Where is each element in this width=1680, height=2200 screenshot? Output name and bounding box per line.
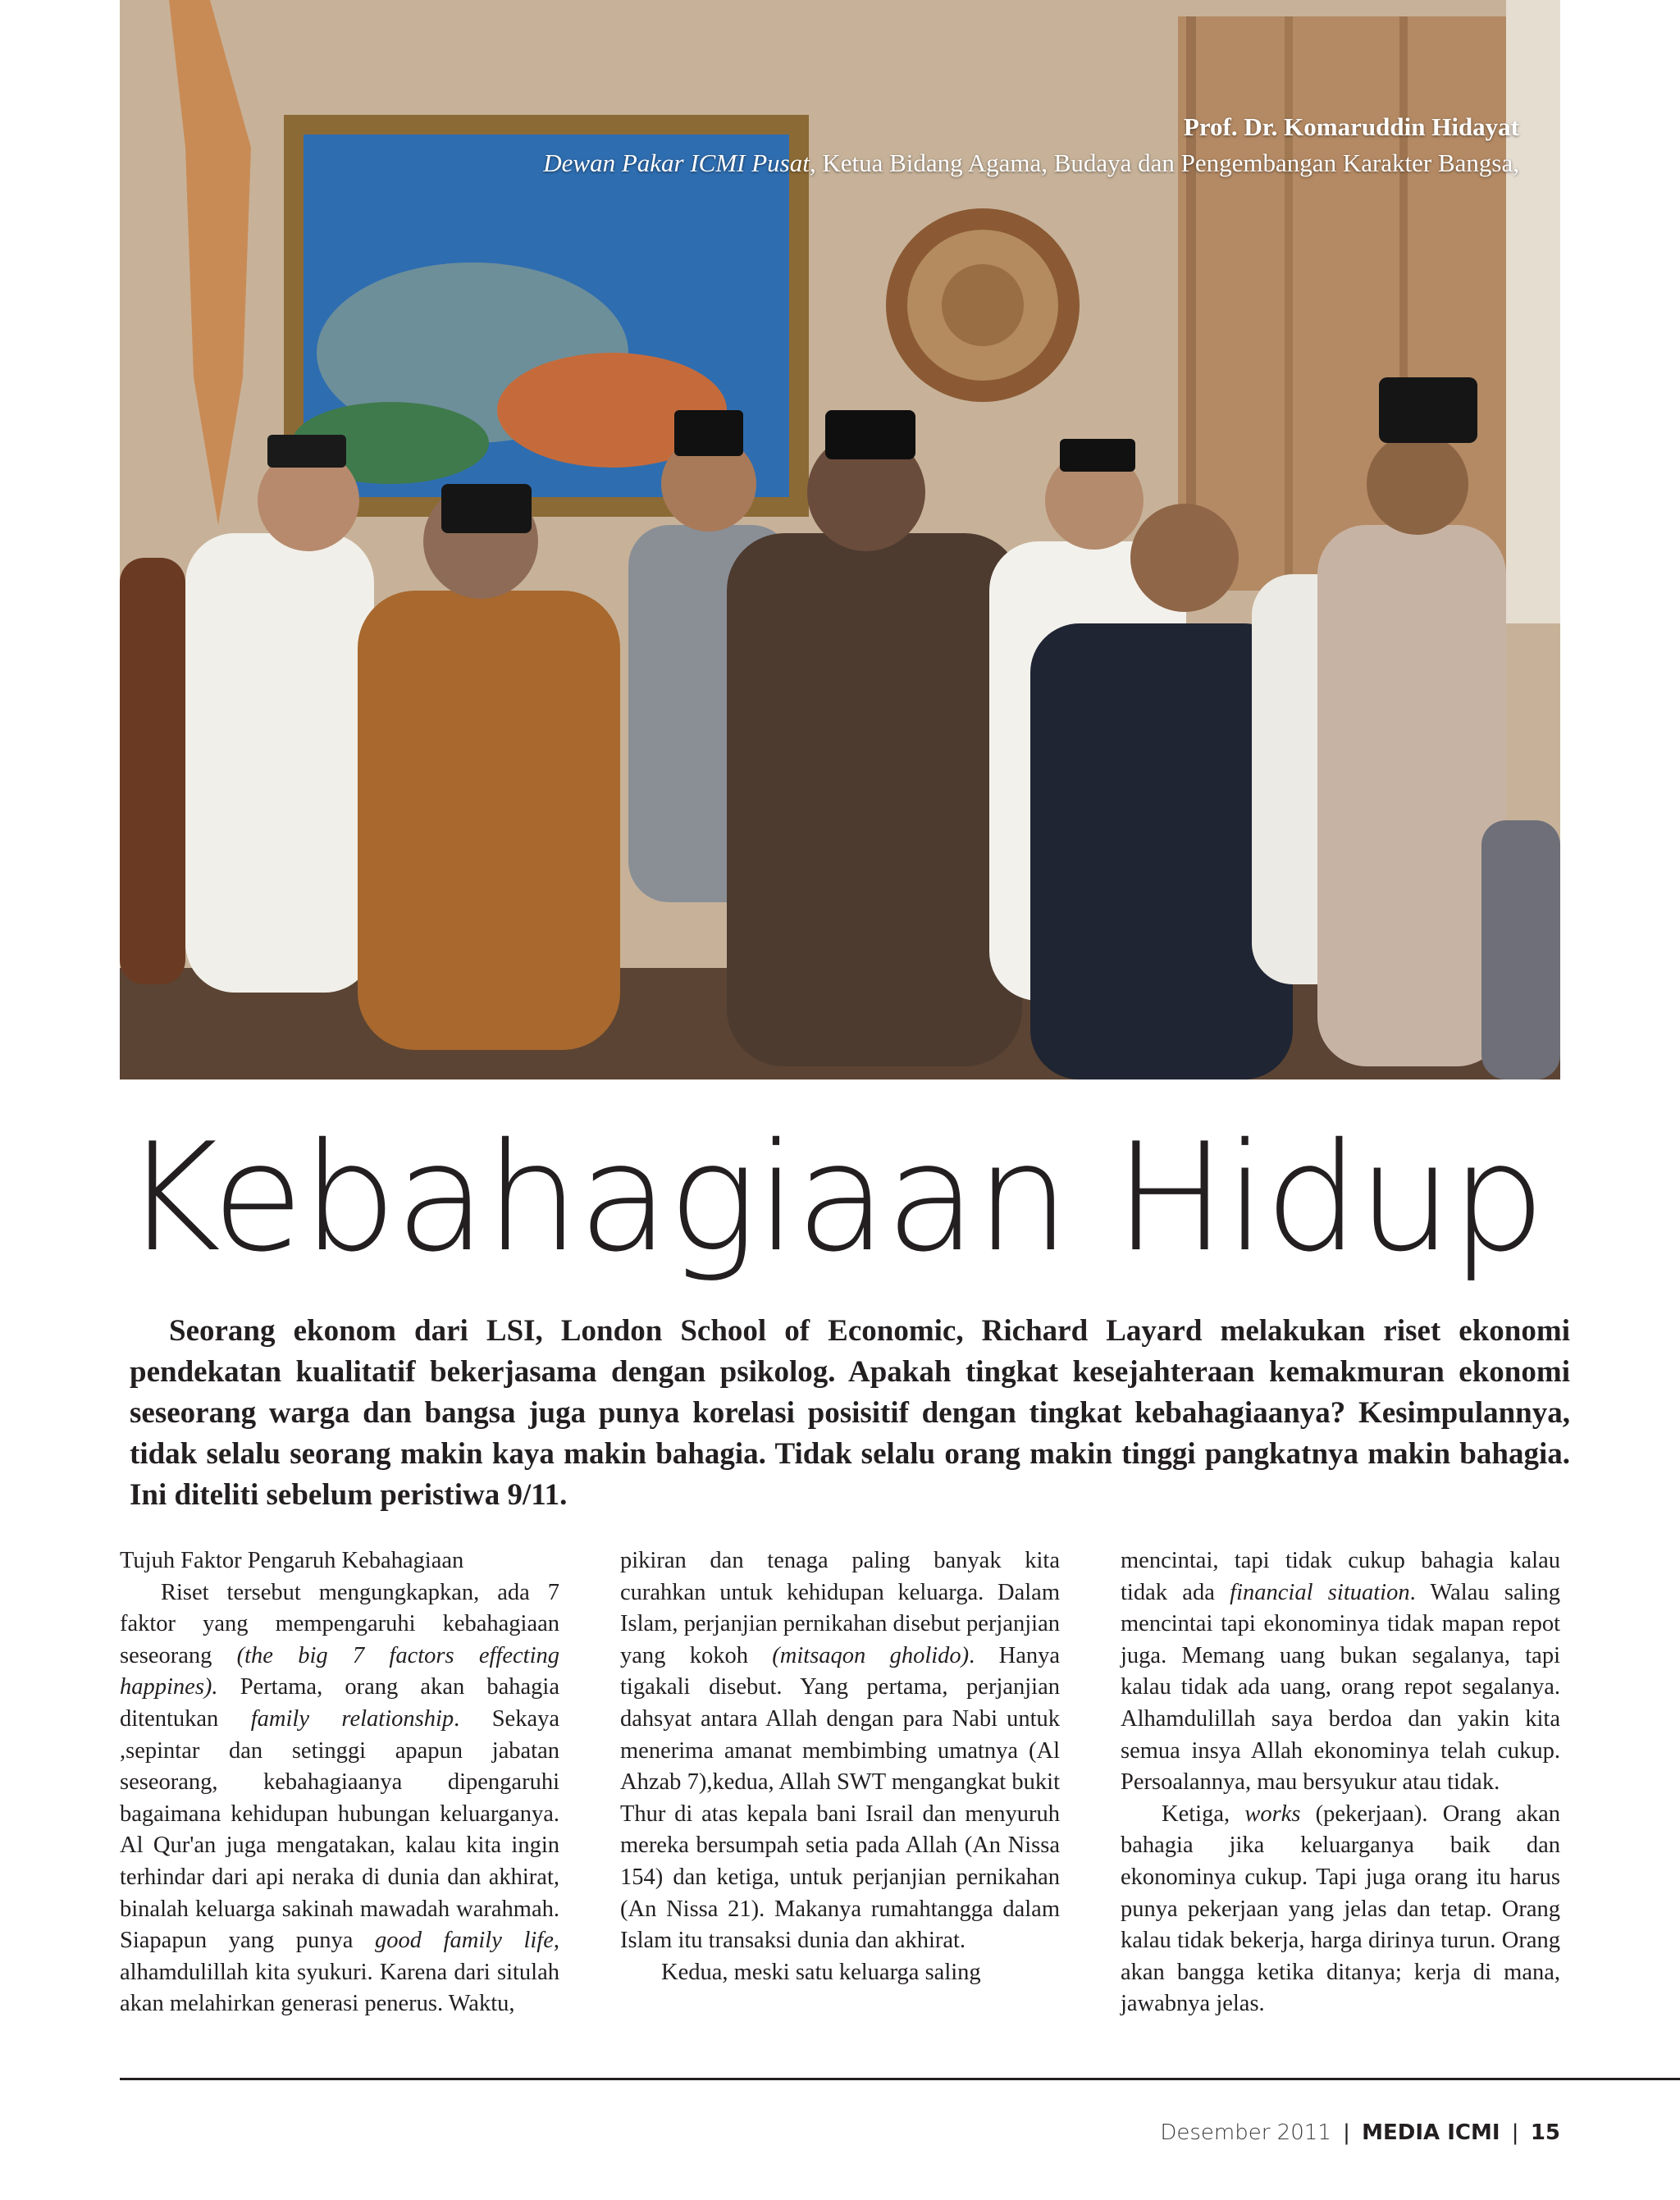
footer-magazine-name: MEDIA ICMI [1362, 2120, 1500, 2145]
col2-paragraph-1 [620, 1545, 1060, 1957]
article-title: Kebahagiaan Hidup [123, 1111, 1545, 1285]
col1-text-b: Pertama, orang akan bahagia ditentukan [120, 1674, 559, 1732]
footer-rule [120, 2078, 1680, 2080]
footer-separator: | [1343, 2120, 1350, 2145]
section-subhead: Tujuh Faktor Pengaruh Kebahagiaan [120, 1548, 464, 1573]
col2-paragraph-2: Kedua, meski satu keluarga saling [661, 1959, 981, 1985]
body-column-1 [120, 1545, 559, 2020]
col3-italic-p2: works [1244, 1801, 1301, 1827]
col3-text-p2a: Ketiga, [1162, 1801, 1245, 1827]
caption-role [543, 146, 1519, 180]
page-footer [1160, 2120, 1560, 2145]
col2-text-a: pikiran dan tenaga paling banyak kita curahkan untuk kehidupan keluarga. Dalam Islam, perjanjian pernikahan disebut perjanjian yang kokoh [620, 1548, 1060, 1668]
caption-role-italic: Dewan Pakar ICMI Pusat, [543, 148, 816, 177]
col3-paragraph-2 [1121, 1799, 1560, 2020]
col3-text-a: mencintai, tapi tidak cukup bahagia kalau tidak ada [1121, 1548, 1560, 1605]
col2-italic-a: (mitsaqon gholido) [772, 1642, 970, 1668]
col3-italic-a: financial situation [1230, 1579, 1410, 1605]
col3-text-p2b: (pekerjaan). Orang akan bahagia jika keluarganya baik dan ekonominya cukup. Tapi juga orang itu harus punya pekerjaan yang jelas dan tetap. Orang kalau tidak bekerja, harga dirinya turun. Orang akan bangga ketika ditanya; kerja di mana, jawabnya jelas. [1121, 1801, 1560, 2017]
col1-text-c: . Sekaya ,sepintar dan setinggi apapun jabatan seseorang, kebahagiaanya dipengaruhi bagaimana kehidupan hubungan keluarganya. Al Qur'an juga mengatakan, kalau kita ingin terhindar dari api neraka di dunia dan akhirat, binalah keluarga sakinah mawadah warahmah. Siapapun yang punya [120, 1705, 559, 1954]
col3-text-b: . Walau saling mencintai tapi ekonominya tidak mapan repot juga. Memang uang bukan segalanya, tapi kalau tidak ada uang, orang repot segalanya. Alhamdulillah saya berdoa dan yakin kita semua insya Allah ekonominya telah cukup. Persoalannya, mau bersyukur atau tidak. [1121, 1579, 1560, 1796]
col1-italic-c: good family life [374, 1928, 554, 1954]
col3-paragraph-1 [1121, 1545, 1560, 1799]
photo-caption [543, 108, 1519, 180]
col2-text-b: . Hanya tigakali disebut. Yang pertama, perjanjian dahsyat antara Allah dengan para Nabi untuk menerima amanat membimbing umatnya (Al Ahzab 7),kedua, Allah SWT mengangkat bukit Thur di atas kepala bani Israil dan menyuruh mereka bersumpah setia pada Allah (An Nissa 154) dan ketiga, untuk perjanjian pernikahan (An Nissa 21). Makanya rumahtangga dalam Islam itu transaksi dunia dan akhirat. [620, 1642, 1060, 1954]
body-column-2 [620, 1545, 1060, 1988]
footer-separator-2: | [1511, 2120, 1519, 2145]
footer-page-number: 15 [1530, 2120, 1560, 2145]
article-lead: Seorang ekonom dari LSI, London School of Economic, Richard Layard melakukan riset ekonomi pendekatan kualitatif bekerjasama dengan psikolog. Apakah tingkat kesejahteraan kemakmuran ekonomi seseorang warga dan bangsa juga punya korelasi posisitif dengan tingkat kebahagiaanya? Kesimpulannya, tidak selalu seorang makin kaya makin bahagia. Tidak selalu orang makin tinggi pangkatnya makin bahagia. Ini diteliti sebelum peristiwa 9/11. [130, 1314, 1570, 1512]
col1-italic-b: family relationship [250, 1705, 454, 1732]
footer-issue-date: Desember 2011 [1160, 2120, 1331, 2145]
body-column-3 [1121, 1545, 1560, 2020]
col1-italic-a: (the big 7 factors effecting happines). [120, 1642, 559, 1700]
col1-paragraph [120, 1577, 559, 2020]
caption-role-rest: Ketua Bidang Agama, Budaya dan Pengembangan Karakter Bangsa, [815, 148, 1519, 177]
col1-text-d: , alhamdulillah kita syukuri. Karena dari situlah akan melahirkan generasi penerus. Waktu, [120, 1928, 559, 2017]
article-photo [120, 0, 1560, 1079]
col1-text-a: Riset tersebut mengungkapkan, ada 7 faktor yang mempengaruhi kebahagiaan seseorang [120, 1579, 559, 1668]
caption-name: Prof. Dr. Komaruddin Hidayat [1183, 112, 1519, 141]
